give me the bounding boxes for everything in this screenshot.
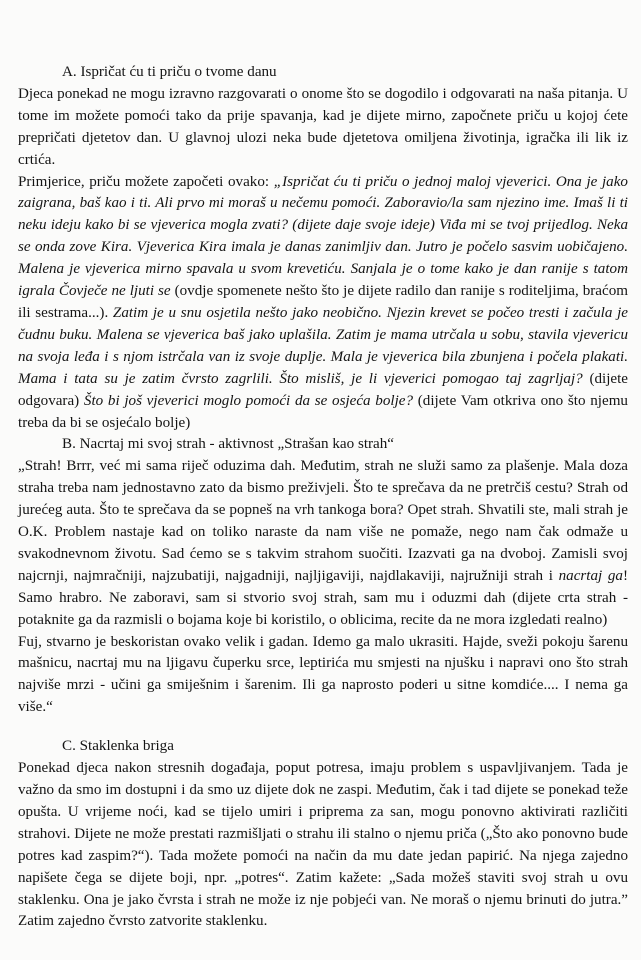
section-a-heading: A. Ispričat ću ti priču o tvome danu <box>62 64 277 80</box>
section-a-paragraph-1 <box>18 84 628 172</box>
text-run: Djeca ponekad ne mogu izravno razgovarati o onome što se dogodilo i odgovarati na naša pitanja. U tome im možete pomoći tako da prije spavanja, kad je dijete mirno, započnete priču u kojoj ćete prepričati djetetov dan. U glavnoj ulozi neka bude djetetova omiljena životinja, igračka ili lik iz crtića. <box>18 85 628 168</box>
section-c-heading: C. Staklenka briga <box>62 738 174 755</box>
italic-text-run: nacrtaj ga <box>558 567 623 584</box>
italic-text-run: Zatim je u snu osjetila nešto jako neobično. Njezin krevet se počeo tresti i začula je čudnu buku. Malena se vjeverica baš jako uplašila. Zatim je mama utrčala u sobu, stavila vjevericu na svoja leđa i s njom istrčala van iz svoje duplje. Mala je vjeverica bila zbunjena i počela plakati. Mama i tata su je zatim čvrsto zagrlili. Što misliš, je li vjeverici pomogao taj zagrljaj? <box>18 304 628 387</box>
text-run: Fuj, stvarno je beskoristan ovako velik i gadan. Idemo ga malo ukrasiti. Hajde, sveži pokoju šarenu mašnicu, nacrtaj mu na ljigavu čuperku srce, leptirića mu smjesti na njušku i napravi ono što strah najviše mrzi - učini ga smiješnim i šarenim. Ili ga naprosto poderi u sitne komdiće.... I nema ga više.“ <box>18 633 628 716</box>
section-spacer <box>18 719 628 736</box>
italic-text-run: Što bi još vjeverici moglo pomoći da se osjeća bolje? <box>83 392 414 409</box>
section-b-paragraph-2 <box>18 632 628 720</box>
text-run: ! Samo hrabro. Ne zaboravi, sam si stvorio svoj strah, sam mu i oduzmi dah (dijete crta strah - potaknite ga da razmisli o bojama koje bi koristilo, o oblicima, recite da ne mora izgledati realno) <box>18 567 628 628</box>
text-run: (dijete odgovara) <box>18 370 629 409</box>
text-run: (dijete Vam otkriva ono što njemu treba da bi se osjećalo bolje) <box>18 392 628 431</box>
section-b-paragraph-1 <box>18 456 628 631</box>
italic-text-run: „Ispričat ću ti priču o jednoj maloj vjeverici. Ona je jako zaigrana, baš kao i ti. Ali prvo mi moraš u nečemu pomoći. Zaboravio/la sam njezino ime. Imaš li ti neku ideju kako bi se vjeverica mogla zvati? (dijete daje svoje ideje) Viđa mi se tvoj prijedlog. Neka se onda zove Kira. Vjeverica Kira imala je danas zanimljiv dan. Jutro je počelo sasvim uobičajeno. Malena je vjeverica mirno spavala u svom krevetiću. Sanjala je o tome kako je dan ranije s tatom igrala Čovječe ne ljuti se <box>18 173 628 300</box>
document-body <box>18 62 628 933</box>
text-run: Primjerice, priču možete započeti ovako: <box>18 173 274 190</box>
text-run: (ovdje spomenete nešto što je dijete radilo dan ranije s roditeljima, braćom ili sestrama...). <box>18 283 628 321</box>
text-run: Ponekad djeca nakon stresnih događaja, poput potresa, imaju problem s uspavljivanjem. Tada je važno da smo im dostupni i da smo uz dijete dok ne zaspi. Međutim, čak i tad dijete se ponekad teže opušta. U vrijeme noći, kad se tijelo umiri i priprema za san, mogu ponovno aktivirati različiti strahovi. Dijete ne može prestati razmišljati o strahu ili stalno o njemu priča („Što ako ponovno bude potres kad zaspim?“). Tada možete pomoći na način da mu date jedan papirić. Na njega zajedno napišete čega se dijete boji, npr. „potres“. Zatim kažete: „Sada možeš staviti svoj strah u ovu staklenku. Ona je jako čvrsta i strah ne može iz nje pobjeći van. Ne moraš o njemu brinuti do jutra.” Zatim zajedno čvrsto zatvorite staklenku. <box>18 760 628 930</box>
section-c-paragraph-1 <box>18 758 628 933</box>
section-a-paragraph-2 <box>18 172 628 435</box>
text-run: „Strah! Brrr, već mi sama riječ oduzima dah. Međutim, strah ne služi samo za plašenje. Mala doza straha treba nam jednostavno zato da bismo preživjeli. Što te sprečava da ne pretrčiš cestu? Strah od jurećeg auta. Što te sprečava da se popneš na vrh tankoga bora? Opet strah. Shvatili ste, mali strah je O.K. Problem nastaje kad on toliko naraste da nam više ne pomaže, nego nam čak odmaže u svakodnevnom životu. Sad ćemo se s takvim strahom suočiti. Izazvati ga na dvoboj. Zamisli svoj najcrnji, najmračniji, najzubatiji, najgadniji, najljigaviji, najdlakaviji, najružniji strah i <box>18 458 628 584</box>
section-b-heading: B. Nacrtaj mi svoj strah - aktivnost „Strašan kao strah“ <box>62 436 394 453</box>
